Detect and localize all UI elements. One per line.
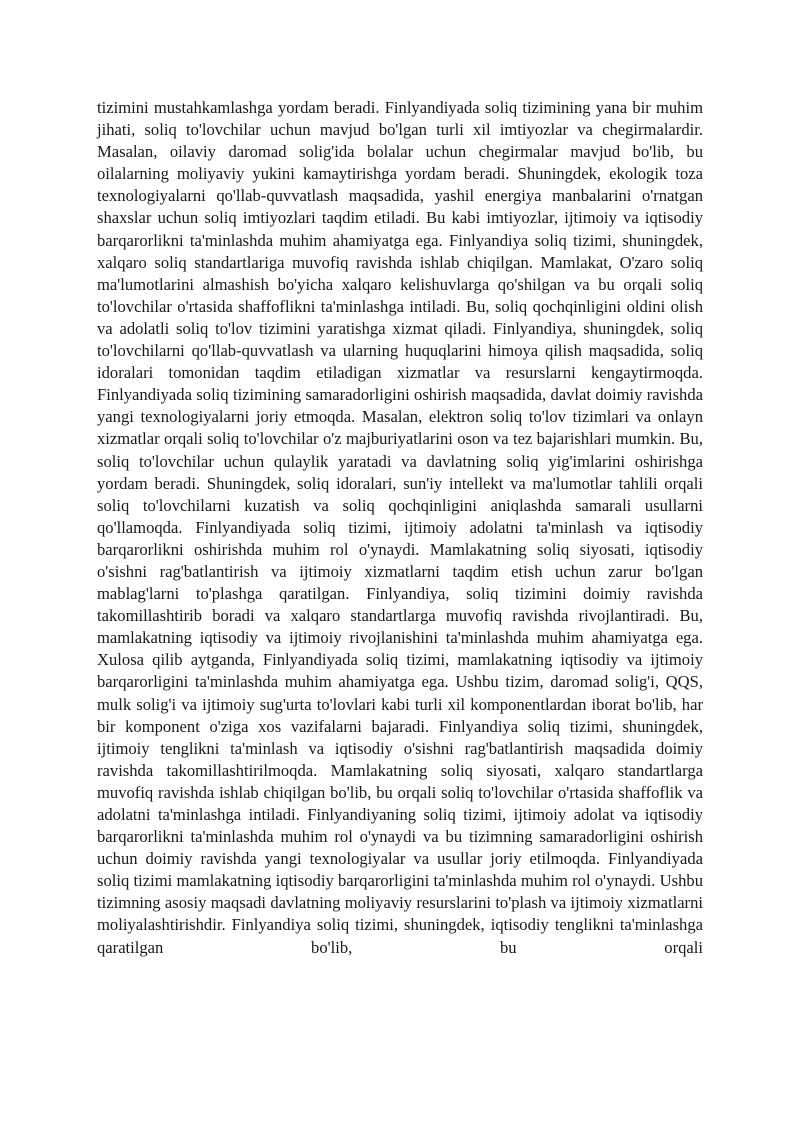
body-paragraph: tizimini mustahkamlashga yordam beradi. Finlyandiyada soliq tizimining yana bir muhim jihati, soliq to'lovchilar uchun mavjud bo'lgan turli xil imtiyozlar va chegirmalardir. Masalan, oilaviy daromad solig'ida bolalar uchun chegirmalar mavjud bo'lib, bu oilalarning moliyaviy yukini kamaytirishga yordam beradi. Shuningdek, ekologik toza texnologiyalarni qo'llab-quvvatlash maqsadida, yashil energiya manbalarini o'rnatgan shaxslar uchun soliq imtiyozlari taqdim etiladi. Bu kabi imtiyozlar, ijtimoiy va iqtisodiy barqarorlikni ta'minlashda muhim ahamiyatga ega. Finlyandiya soliq tizimi, shuningdek, xalqaro soliq standartlariga muvofiq ravishda ishlab chiqilgan. Mamlakat, O'zaro soliq ma'lumotlarini almashish bo'yicha xalqaro kelishuvlarga qo'shilgan va bu orqali soliq to'lovchilar o'rtasida shaffoflikni ta'minlashga intiladi. Bu, soliq qochqinligini oldini olish va adolatli soliq to'lov tizimini yaratishga xizmat qiladi. Finlyandiya, shuningdek, soliq to'lovchilarni qo'llab-quvvatlash va ularning huquqlarini himoya qilish maqsadida, soliq idoralari tomonidan taqdim etiladigan xizmatlar va resurslarni kengaytirmoqda. Finlyandiyada soliq tizimining samaradorligini oshirish maqsadida, davlat doimiy ravishda yangi texnologiyalarni joriy etmoqda. Masalan, elektron soliq to'lov tizimlari va onlayn xizmatlar orqali soliq to'lovchilar o'z majburiyatlarini oson va tez bajarishlari mumkin. Bu, soliq to'lovchilar uchun qulaylik yaratadi va davlatning soliq yig'imlarini oshirishga yordam beradi. Shuningdek, soliq idoralari, sun'iy intellekt va ma'lumotlar tahlili orqali soliq to'lovchilarni kuzatish va soliq qochqinligini aniqlashda samarali usullarni qo'llamoqda. Finlyandiyada soliq tizimi, ijtimoiy adolatni ta'minlash va iqtisodiy barqarorlikni oshirishda muhim rol o'ynaydi. Mamlakatning soliq siyosati, iqtisodiy o'sishni rag'batlantirish va ijtimoiy xizmatlarni taqdim etish uchun zarur bo'lgan mablag'larni to'plashga qaratilgan. Finlyandiya, soliq tizimini doimiy ravishda takomillashtirib boradi va xalqaro standartlarga muvofiq ravishda rivojlantiradi. Bu, mamlakatning iqtisodiy va ijtimoiy rivojlanishini ta'minlashda muhim ahamiyatga ega. Xulosa qilib aytganda, Finlyandiyada soliq tizimi, mamlakatning iqtisodiy va ijtimoiy barqarorligini ta'minlashda muhim ahamiyatga ega. Ushbu tizim, daromad solig'i, QQS, mulk solig'i va ijtimoiy sug'urta to'lovlari kabi turli xil komponentlardan iborat bo'lib, har bir komponent o'ziga xos vazifalarni bajaradi. Finlyandiya soliq tizimi, shuningdek, ijtimoiy tenglikni ta'minlash va iqtisodiy o'sishni rag'batlantirish maqsadida doimiy ravishda takomillashtirilmoqda. Mamlakatning soliq siyosati, xalqaro standartlarga muvofiq ravishda ishlab chiqilgan bo'lib, bu orqali soliq to'lovchilar o'rtasida shaffoflik va adolatni ta'minlashga intiladi. Finlyandiyaning soliq tizimi, ijtimoiy adolat va iqtisodiy barqarorlikni ta'minlashda muhim rol o'ynaydi va bu tizimning samaradorligini oshirish uchun doimiy ravishda yangi texnologiyalar va usullar joriy etilmoqda. Finlyandiyada soliq tizimi mamlakatning iqtisodiy barqarorligini ta'minlashda muhim rol o'ynaydi. Ushbu tizimning asosiy maqsadi davlatning moliyaviy resurslarini to'plash va ijtimoiy xizmatlarni moliyalashtirishdir. Finlyandiya soliq tizimi, shuningdek, iqtisodiy tenglikni ta'minlashga qaratilgan bo'lib, bu orqali [97,98,703,957]
document-page [97,97,703,959]
